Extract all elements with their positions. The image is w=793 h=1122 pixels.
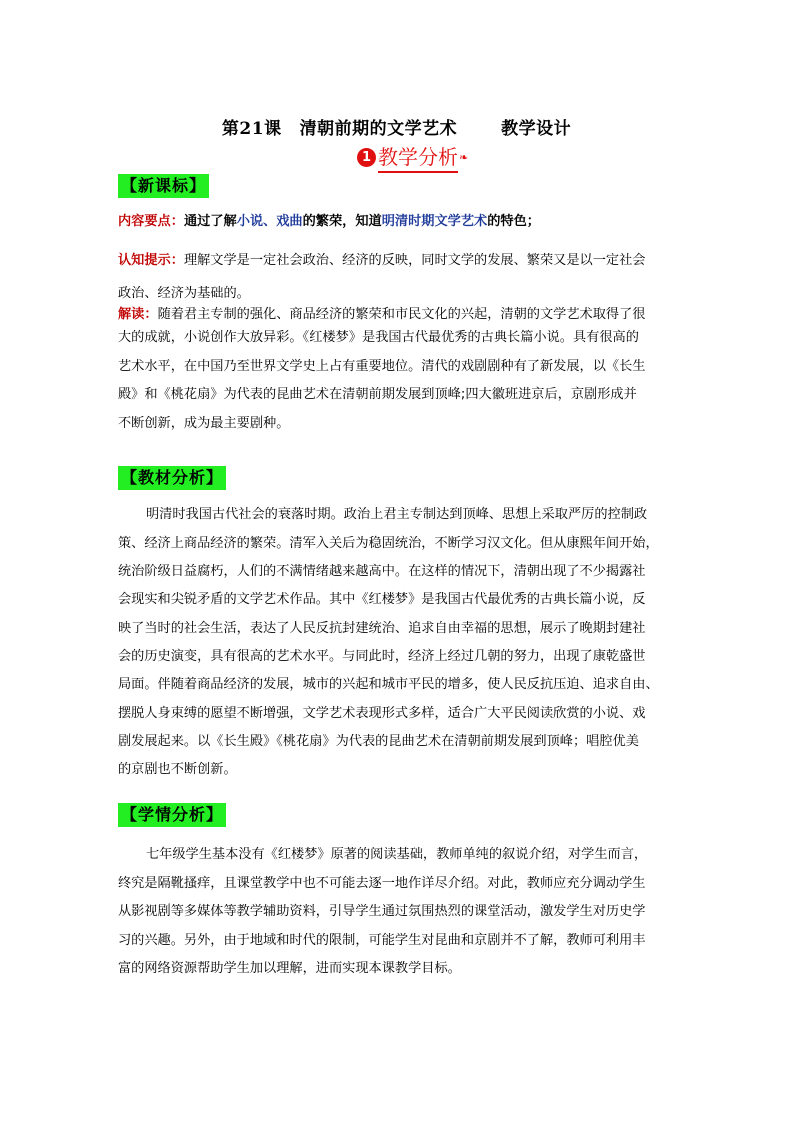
interpretation-line: 艺术水平，在中国乃至世界文学史上占有重要地位。清代的戏剧剧种有了新发展，以《长生: [118, 359, 646, 374]
section-tag-curriculum: 【新课标】: [118, 174, 209, 198]
interpretation-line-1: [118, 303, 646, 322]
textbook-paragraph-line: 摆脱人身束缚的愿望不断增强，文学艺术表现形式多样，适合广大平民阅读欣赏的小说、戏: [118, 706, 646, 721]
textbook-paragraph-line: 剧发展起来。以《长生殿》《桃花扇》为代表的昆曲艺术在清朝前期发展到顶峰；唱腔优美: [118, 734, 639, 749]
content-points-label: 内容要点：: [118, 214, 184, 229]
content-highlight-period: 明清时期文学艺术: [381, 214, 488, 229]
document-title: [0, 114, 793, 139]
section-heading-text: 教学分析: [378, 141, 458, 173]
interpretation-label: 解读：: [118, 307, 158, 322]
textbook-paragraph-line: 策、经济上商品经济的繁荣。清军入关后为稳固统治，不断学习汉文化。但从康熙年间开始，: [118, 536, 659, 551]
textbook-paragraph-line: 明清时我国古代社会的衰落时期。政治上君主专制达到顶峰、思想上采取严厉的控制政: [146, 507, 648, 522]
students-paragraph-line: 终究是隔靴搔痒，且课堂教学中也不可能去逐一地作详尽介绍。对此，教师应充分调动学生: [118, 876, 646, 891]
interpretation-line: 大的成就，小说创作大放异彩。《红楼梦》是我国古代最优秀的古典长篇小说。具有很高的: [118, 330, 639, 345]
students-paragraph-line: 七年级学生基本没有《红楼梦》原著的阅读基础，教师单纯的叙说介绍，对学生而言，: [146, 847, 648, 862]
students-paragraph-line: 习的兴趣。另外，由于地域和时代的限制，可能学生对昆曲和京剧并不了解，教师可利用丰: [118, 933, 646, 948]
lesson-kind: 教学设计: [501, 119, 572, 139]
section-tag-students: 【学情分析】: [118, 803, 226, 827]
textbook-paragraph-line: 映了当时的社会生活，表达了人民反抗封建统治、追求自由幸福的思想，展示了晚期封建社: [118, 621, 646, 636]
cognition-line-2: 政治、经济为基础的。: [118, 286, 250, 301]
cognition-text: 理解文学是一定社会政治、经济的反映，同时文学的发展、繁荣又是以一定社会: [183, 253, 646, 268]
section-heading-teaching-analysis: [357, 144, 468, 170]
content-text: 通过了解: [183, 214, 237, 229]
section-tag-textbook: 【教材分析】: [118, 466, 226, 490]
textbook-paragraph-line: 会现实和尖锐矛盾的文学艺术作品。其中《红楼梦》是我国古代最优秀的古典长篇小说，反: [118, 592, 646, 607]
lesson-topic: 清朝前期的文学艺术: [299, 119, 458, 139]
interpretation-line: 殿》和《桃花扇》为代表的昆曲艺术在清朝前期发展到顶峰;四大徽班进京后，京剧形成并: [118, 387, 637, 402]
content-highlight-novel: 小说、戏曲: [236, 214, 303, 229]
cognition-label: 认知提示：: [118, 253, 184, 268]
flourish-icon: ❧: [459, 150, 469, 164]
textbook-paragraph-line: 局面。伴随着商品经济的发展，城市的兴起和城市平民的增多，使人民反抗压迫、追求自由、: [118, 677, 659, 692]
content-points-line: [118, 210, 540, 229]
circled-number-badge: 1: [357, 148, 376, 167]
textbook-paragraph-line: 会的历史演变，具有很高的艺术水平。与同此时，经济上经过几朝的努力，出现了康乾盛世: [118, 649, 646, 664]
lesson-number: 第21课: [221, 119, 282, 139]
content-text: 的繁荣，知道: [302, 214, 382, 229]
interpretation-line: 不断创新，成为最主要剧种。: [118, 416, 290, 431]
textbook-paragraph-line: 的京剧也不断创新。: [118, 762, 237, 777]
textbook-paragraph-line: 统治阶级日益腐朽，人们的不满情绪越来越高中。在这样的情况下，清朝出现了不少揭露社: [118, 564, 646, 579]
cognition-line-1: [118, 249, 646, 268]
interpretation-text: 随着君主专制的强化、商品经济的繁荣和市民文化的兴起，清朝的文学艺术取得了很: [157, 307, 646, 322]
students-paragraph-line: 富的网络资源帮助学生加以理解，进而实现本课教学目标。: [118, 961, 461, 976]
students-paragraph-line: 从影视剧等多媒体等教学辅助资料，引导学生通过氛围热烈的课堂活动，激发学生对历史学: [118, 904, 646, 919]
content-text: 的特色；: [487, 214, 540, 229]
